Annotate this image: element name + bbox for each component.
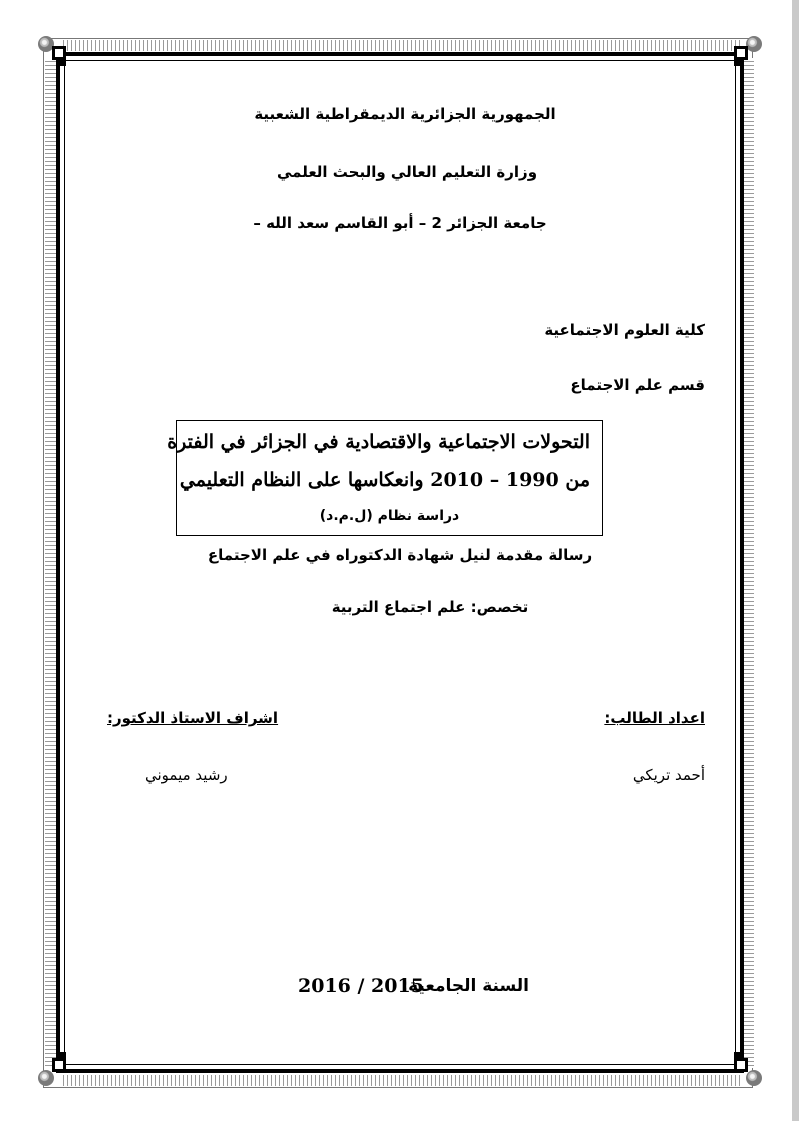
thesis-title-line1: التحولات الاجتماعية والاقتصادية في الجزائر في الفترة (167, 431, 590, 453)
student-name: أحمد تريكي (632, 766, 705, 784)
specialty: تخصص: علم اجتماع التربية (331, 598, 529, 616)
university-heading: جامعة الجزائر 2 – أبو القاسم سعد الله – (253, 214, 547, 232)
corner-ornament-bottom-left (38, 1050, 72, 1084)
academic-year-value: 2016 / 2015 (298, 975, 424, 997)
student-label: اعداد الطالب: (604, 709, 705, 727)
page-shadow (792, 0, 799, 1121)
degree-statement: رسالة مقدمة لنيل شهادة الدكتوراه في علم الاجتماع (207, 546, 593, 564)
department-name: قسم علم الاجتماع (570, 376, 705, 394)
study-system: دراسة نظام (ل.م.د) (319, 508, 460, 524)
corner-ornament-bottom-right (728, 1050, 762, 1084)
corner-ornament-top-right (728, 34, 762, 68)
frame-strip-top (60, 40, 740, 51)
supervisor-label: اشراف الاستاذ الدكتور: (107, 709, 279, 727)
frame-strip-left (45, 58, 56, 1068)
thesis-title-line2: من 1990 – 2010 وانعكاسها على النظام التعليمي (179, 469, 590, 491)
academic-year-label: السنة الجامعية: (401, 976, 529, 996)
supervisor-name: رشيد ميموني (145, 766, 228, 784)
thesis-title-box (167, 420, 603, 536)
corner-ornament-top-left (38, 34, 72, 68)
republic-heading: الجمهورية الجزائرية الديمقراطية الشعبية (254, 105, 556, 123)
frame-strip-bottom (60, 1075, 740, 1086)
faculty-name: كلية العلوم الاجتماعية (544, 321, 705, 339)
ministry-heading: وزارة التعليم العالي والبحث العلمي (276, 163, 538, 181)
frame-strip-right (743, 58, 754, 1068)
